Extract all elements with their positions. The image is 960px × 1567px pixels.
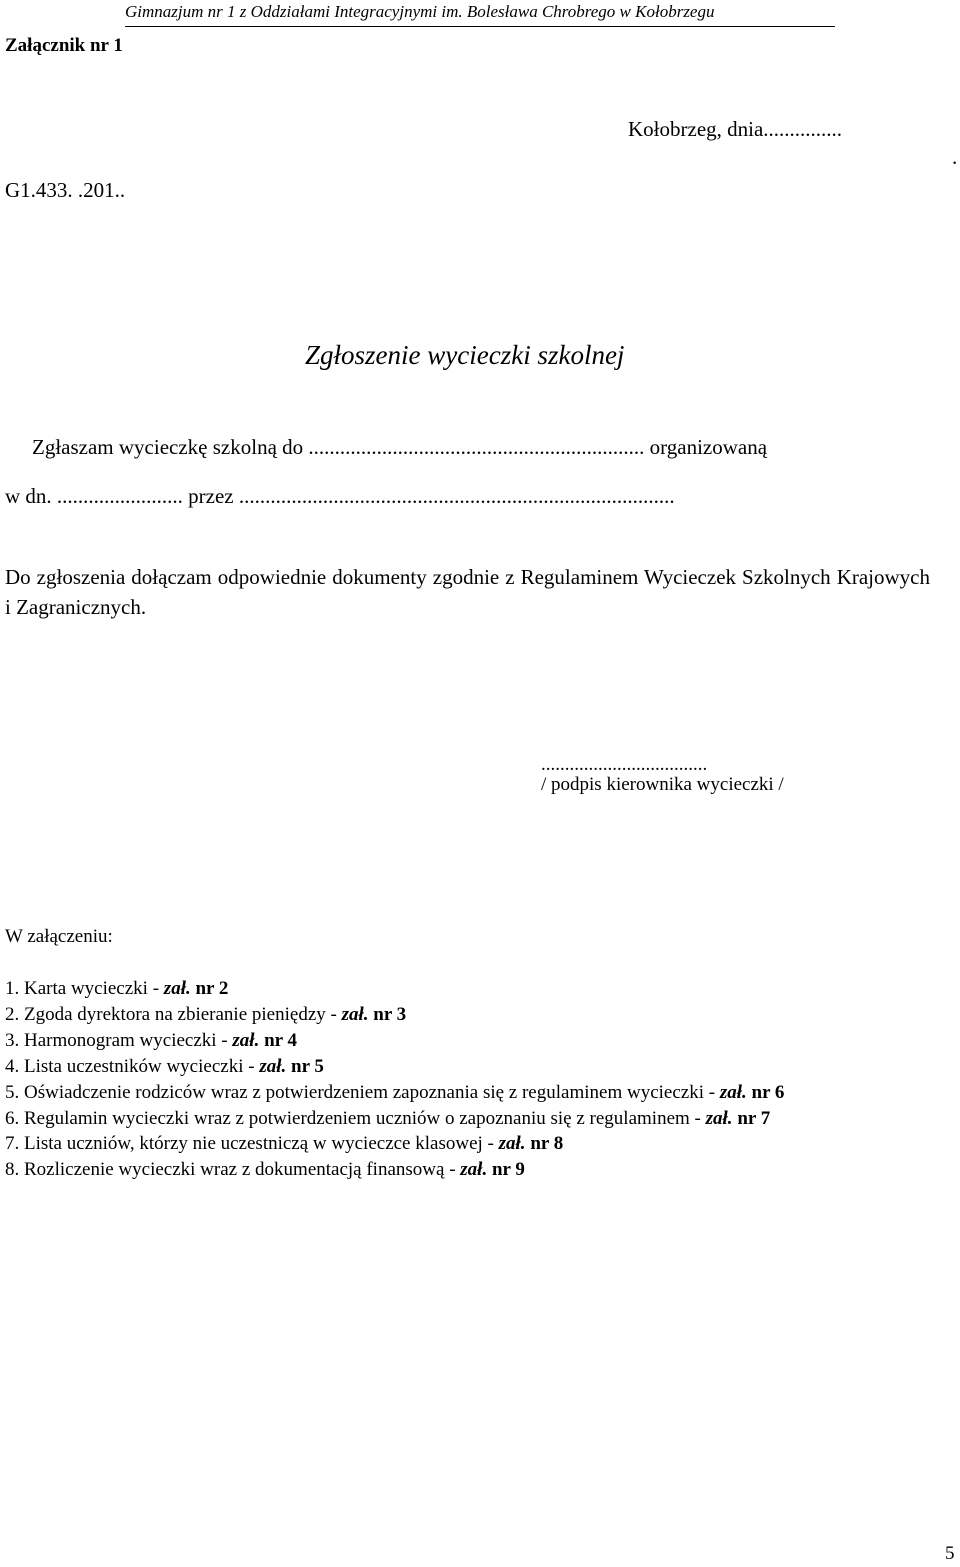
document-title: Zgłoszenie wycieczki szkolnej [305, 340, 625, 370]
list-item: 3. Harmonogram wycieczki - zał. nr 4 [5, 1029, 297, 1051]
attachment-label: Załącznik nr 1 [5, 35, 123, 56]
body-paragraph: Do zgłoszenia dołączam odpowiednie dokumenty zgodnie z Regulaminem Wycieczek Szkolnych Krajowych i Zagranicznych. [5, 565, 930, 619]
school-name: Gimnazjum nr 1 z Oddziałami Integracyjnymi im. Bolesława Chrobrego w Kołobrzegu [125, 2, 715, 21]
enclosures-heading: W załączeniu: [5, 926, 113, 947]
form-line-date-organizer: w dn. ........................ przez ................................................................................... [5, 484, 675, 508]
reference-number: G1.433. .201.. [5, 178, 126, 202]
list-item: 4. Lista uczestników wycieczki - zał. nr 5 [5, 1055, 324, 1077]
header-rule [125, 26, 835, 27]
list-item: 5. Oświadczenie rodziców wraz z potwierdzeniem zapoznania się z regulaminem wycieczki - zał. nr 6 [5, 1081, 785, 1103]
place-date-tail: . [952, 145, 958, 169]
page-number: 5 [945, 1543, 955, 1564]
signature-line: ................................... [541, 754, 708, 775]
list-item: 7. Lista uczniów, którzy nie uczestniczą w wycieczce klasowej - zał. nr 8 [5, 1133, 564, 1155]
list-item: 2. Zgoda dyrektora na zbieranie pieniędzy - zał. nr 3 [5, 1003, 407, 1025]
list-item: 8. Rozliczenie wycieczki wraz z dokumentacją finansową - zał. nr 9 [5, 1159, 525, 1181]
signature-label: / podpis kierownika wycieczki / [541, 774, 784, 795]
list-item: 1. Karta wycieczki - zał. nr 2 [5, 978, 229, 999]
list-item: 6. Regulamin wycieczki wraz z potwierdzeniem uczniów o zapoznaniu się z regulaminem - zał. nr 7 [5, 1107, 771, 1129]
place-date: Kołobrzeg, dnia............... [628, 117, 843, 141]
enclosures-list [5, 976, 784, 1183]
form-line-destination: Zgłaszam wycieczkę szkolną do ................................................................ organizowaną [32, 435, 768, 459]
